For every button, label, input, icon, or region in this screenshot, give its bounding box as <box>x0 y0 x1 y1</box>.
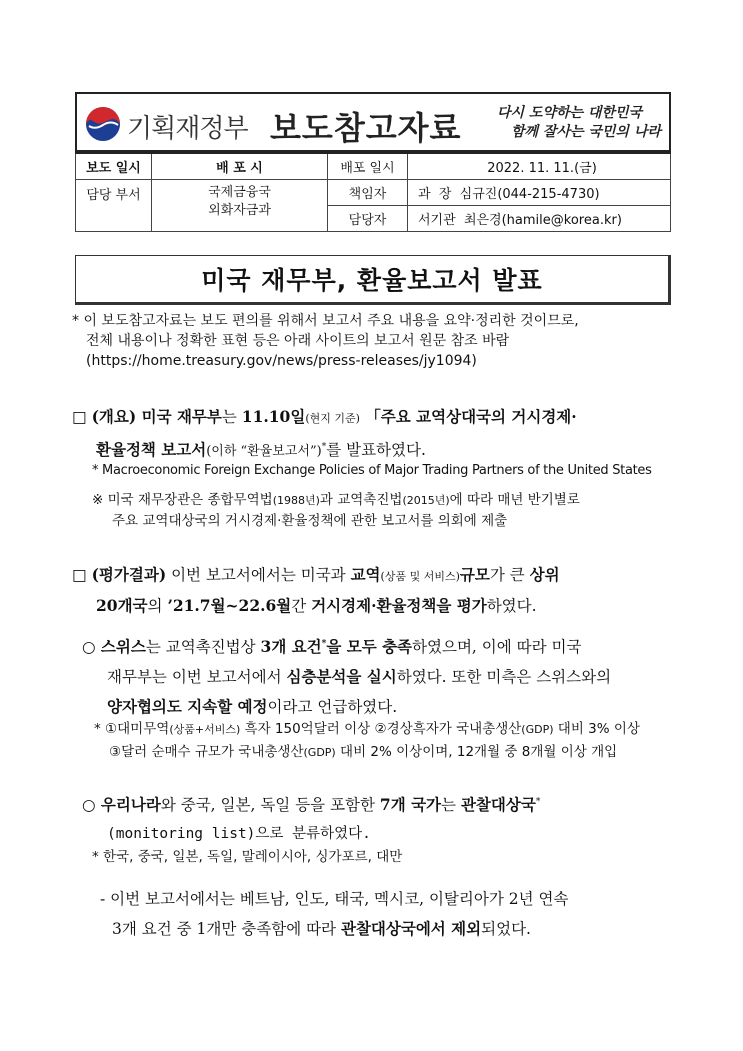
resp-label: 책임자 <box>328 179 408 205</box>
korea-dash2c: 되었다. <box>481 920 531 938</box>
korea-b: 와 중국, 일본, 독일 등을 포함한 <box>160 796 380 815</box>
korea-f: * <box>535 797 541 807</box>
contact-label: 담당자 <box>328 205 408 231</box>
swiss-line-1 <box>82 630 682 662</box>
overview-footnote-2 <box>92 490 580 532</box>
overview-end: 를 발표하였다. <box>326 441 426 460</box>
checkbox-square-icon: □ <box>72 566 87 584</box>
swiss-c: 3개 요건 <box>260 637 322 657</box>
government-emblem-icon <box>85 106 121 142</box>
section-evaluation <box>72 560 682 621</box>
eval-p1: 이번 보고서에서는 미국과 <box>166 566 351 584</box>
korea-c: 7개 국가 <box>379 795 442 815</box>
korea-footnote: * 한국, 중국, 일본, 독일, 말레이시아, 싱가포르, 대만 <box>92 849 403 865</box>
dist-label: 배포 일시 <box>328 153 408 179</box>
evaluation-line-2 <box>72 591 682 621</box>
title-box <box>75 255 671 305</box>
korea-dash <box>100 885 690 944</box>
overview-report-b: 환율정책 보고서 <box>96 440 207 460</box>
korea-a: 우리나라 <box>95 795 161 815</box>
korea-paragraph <box>82 788 682 849</box>
swiss-h: 심층분석을 실시 <box>286 667 397 687</box>
note-line-3: (https://home.treasury.gov/news/press-releases/jy1094) <box>86 353 477 369</box>
dist-value: 2022. 11. 11.(금) <box>408 153 671 179</box>
korea-d: 는 <box>441 796 461 815</box>
swiss-g: 재무부는 이번 보고서에서 <box>107 668 287 687</box>
swiss-fn1g: (GDP) <box>521 723 554 736</box>
eval-p5: 가 큰 <box>489 566 530 584</box>
eval-p4: 규모 <box>459 565 490 584</box>
eval-p2: 교역 <box>350 565 381 584</box>
eval-p7: 20개국 <box>96 596 148 615</box>
swiss-fn2b: 대비 2% 이상이며, 12개월 중 8개월 이상 개입 <box>335 744 618 760</box>
overview-head: (개요) <box>91 407 137 426</box>
slogan-line-2: 함께 잘사는 국민의 나라 <box>511 124 661 140</box>
resp-value: 과 장 심규진(044-215-4730) <box>408 179 671 205</box>
circle-bullet-icon: ○ <box>82 796 96 815</box>
eval-p12: 하였다. <box>486 597 537 615</box>
info-table <box>75 152 671 232</box>
swiss-e: 을 모두 충족 <box>326 637 413 657</box>
swiss-fn1b: 흑자 150억달러 이상 ②경상흑자가 국내총생산 <box>240 721 522 737</box>
swiss-j: 양자협의도 지속할 예정 <box>107 697 268 717</box>
swiss-a: 스위스 <box>95 637 146 657</box>
contact-value: 서기관 최은경(hamile@korea.kr) <box>408 205 671 231</box>
fn2c: 과 교역촉진법 <box>319 492 403 508</box>
korea-dash2b: 관찰대상국에서 제외 <box>340 919 482 938</box>
release-label: 보도 일시 <box>76 153 152 179</box>
slogan-line-1: 다시 도약하는 대한민국 <box>497 105 642 121</box>
swiss-i: 하였다. 또한 미측은 스위스와의 <box>396 668 612 687</box>
dept-value <box>152 179 328 231</box>
eval-p10: 간 <box>291 597 312 615</box>
overview-text: 는 <box>221 408 242 426</box>
korea-line-2: (monitoring list)으로 분류하였다. <box>107 826 371 843</box>
swiss-fn2g: (GDP) <box>303 746 336 759</box>
swiss-fn1c: 대비 3% 이상 <box>553 721 640 737</box>
fn2d: (2015년) <box>402 494 450 507</box>
swiss-b: 는 교역촉진법상 <box>145 638 261 657</box>
swiss-d: * <box>321 639 327 649</box>
overview-footnote-1: * Macroeconomic Foreign Exchange Policies of Major Trading Partners of the United States <box>92 463 652 478</box>
eval-p9: ’21.7월~22.6월 <box>167 596 292 615</box>
ministry-name: 기획재정부 <box>127 114 248 144</box>
dept-label: 담당 부서 <box>76 179 152 231</box>
header-box <box>75 92 671 152</box>
overview-sup: * <box>321 442 327 452</box>
eval-p3: (상품 및 서비스) <box>380 570 460 583</box>
swiss-fn2: ③달러 순매수 규모가 국내총생산 <box>109 744 304 760</box>
korea-e: 관찰대상국 <box>460 795 536 815</box>
eval-p8: 의 <box>147 597 168 615</box>
section-overview <box>72 402 682 466</box>
dept-line-2: 외화자금과 <box>208 202 271 218</box>
dept-line-1: 국제금융국 <box>208 184 271 200</box>
overview-report-a: 「주요 교역상대국의 거시경제· <box>359 407 577 426</box>
eval-p6: 상위 <box>529 565 560 584</box>
note <box>72 311 579 371</box>
document-type: 보도참고자료 <box>270 109 462 147</box>
release-value: 배 포 시 <box>152 153 328 179</box>
korea-dash-line-2 <box>100 914 690 944</box>
slogan <box>497 104 667 142</box>
fn2e: 에 따라 매년 반기별로 <box>449 492 580 508</box>
note-line-2: 전체 내용이나 정확한 표현 등은 아래 사이트의 보고서 원문 참조 바람 <box>86 333 510 349</box>
checkbox-square-icon: □ <box>72 408 87 426</box>
korea-dash2a: 3개 요건 중 1개만 충족함에 따라 <box>112 920 341 938</box>
page-title: 미국 재무부, 환율보고서 발표 <box>201 266 543 295</box>
swiss-paragraph <box>82 630 682 722</box>
evaluation-line-1 <box>72 560 682 591</box>
fn2b: (1988년) <box>272 494 320 507</box>
overview-line-1 <box>72 402 682 433</box>
swiss-fn1: * ①대미무역 <box>94 721 170 737</box>
circle-bullet-icon: ○ <box>82 638 96 657</box>
note-line-1: * 이 보도참고자료는 보도 편의를 위해서 보고서 주요 내용을 요약·정리한 것이므로, <box>72 313 579 329</box>
swiss-footnote <box>94 718 640 764</box>
swiss-k: 이라고 언급하였다. <box>267 698 398 717</box>
eval-p11: 거시경제·환율정책을 평가 <box>311 596 487 615</box>
fn2a: ※ 미국 재무장관은 종합무역법 <box>92 492 273 508</box>
overview-subject: 미국 재무부 <box>136 407 222 426</box>
swiss-fn1s: (상품+서비스) <box>169 723 241 736</box>
overview-local: (현지 기준) <box>305 412 360 425</box>
overview-alias: (이하 “환율보고서”) <box>206 444 322 460</box>
overview-date: 11.10일 <box>241 407 306 426</box>
fn2f: 주요 교역대상국의 거시경제·환율정책에 관한 보고서를 의회에 제출 <box>112 513 508 529</box>
swiss-line-2 <box>82 662 682 692</box>
korea-dash-line-1: - 이번 보고서에서는 베트남, 인도, 태국, 멕시코, 이탈리아가 2년 연속 <box>100 890 569 908</box>
swiss-f: 하였으며, 이에 따라 미국 <box>412 638 582 657</box>
eval-head: (평가결과) <box>91 565 167 584</box>
korea-line-1 <box>82 788 682 820</box>
